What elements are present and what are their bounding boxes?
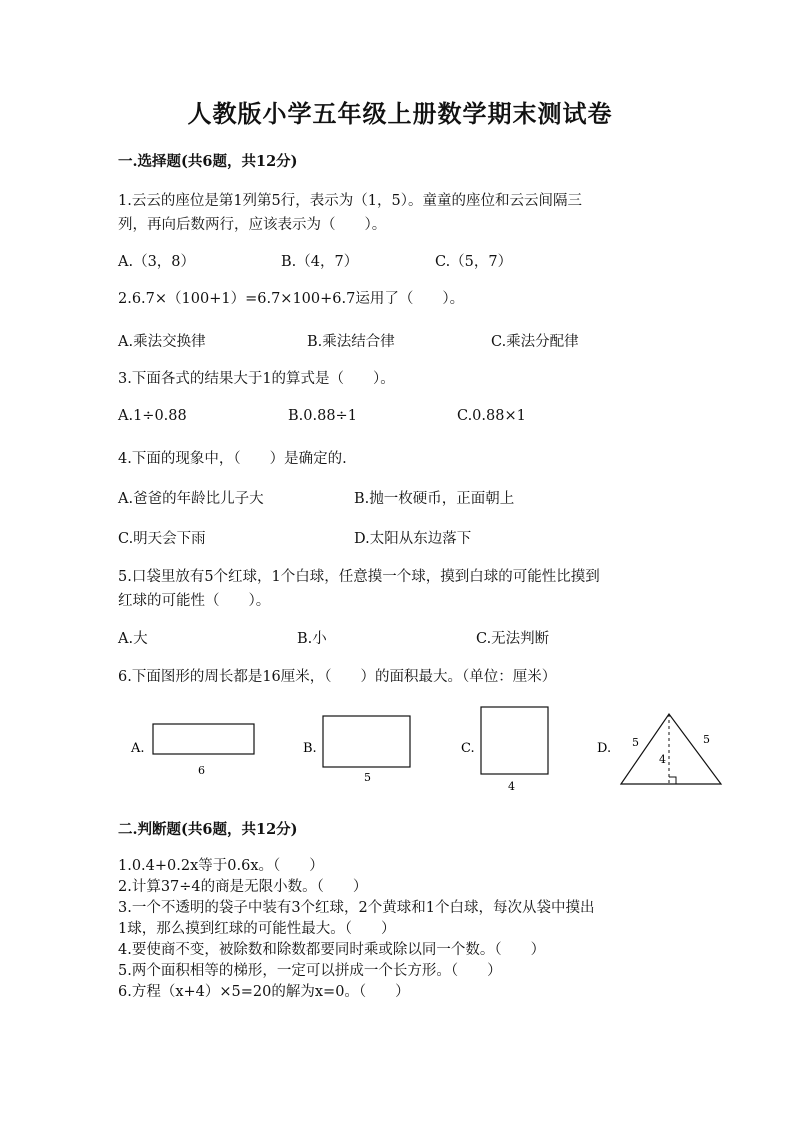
figure-b-label: B.: [303, 741, 317, 756]
figure-c-dimension: 4: [508, 780, 515, 793]
tf-line-4: 1球，那么摸到红球的可能性最大。（ ）: [118, 921, 396, 937]
figure-a-label: A.: [131, 741, 145, 756]
question-3-option-b: B.0.88÷1: [288, 408, 357, 424]
figure-d-height: 4: [659, 753, 666, 766]
question-5-option-b: B.小: [297, 631, 327, 647]
figure-d-label: D.: [597, 741, 612, 756]
question-5-line-2: 红球的可能性（ ）。: [118, 593, 271, 609]
question-4-line-1: 4.下面的现象中，（ ）是确定的.: [118, 451, 347, 467]
question-3-option-c: C.0.88×1: [457, 408, 526, 424]
section-heading-true-false: 二.判断题(共6题，共12分): [118, 821, 298, 838]
tf-line-7: 6.方程（x+4）×5=20的解为x=0。（ ）: [118, 984, 410, 1000]
question-2-option-b: B.乘法结合律: [307, 334, 395, 350]
question-5-option-a: A.大: [118, 631, 148, 647]
question-3-line-1: 3.下面各式的结果大于1的算式是（ ）。: [118, 371, 395, 387]
question-3-option-a: A.1÷0.88: [118, 408, 187, 424]
question-1-option-c: C.（5，7）: [435, 254, 513, 270]
question-2-option-c: C.乘法分配律: [491, 334, 579, 350]
figure-c-label: C.: [461, 741, 475, 756]
figure-b-dimension: 5: [364, 771, 371, 784]
tf-line-2: 2.计算37÷4的商是无限小数。（ ）: [118, 879, 368, 895]
figure-d-left-side: 5: [632, 736, 639, 749]
section-heading-choice: 一.选择题(共6题，共12分): [118, 153, 298, 170]
question-2-line-1: 2.6.7×（100+1）=6.7×100+6.7运用了（ ）。: [118, 291, 465, 307]
question-6-figures: [0, 700, 800, 800]
figure-d-right-side: 5: [703, 733, 710, 746]
figure-a-dimension: 6: [198, 764, 205, 777]
question-4-option-d: D.太阳从东边落下: [354, 531, 472, 547]
figure-c-square: [481, 707, 548, 774]
question-1-option-a: A.（3，8）: [118, 254, 196, 270]
question-5-line-1: 5.口袋里放有5个红球，1个白球，任意摸一个球，摸到白球的可能性比摸到: [118, 569, 600, 585]
tf-line-1: 1.0.4+0.2x等于0.6x。（ ）: [118, 858, 324, 874]
question-4-option-b: B.抛一枚硬币，正面朝上: [354, 491, 515, 507]
question-4-option-c: C.明天会下雨: [118, 531, 206, 547]
tf-line-6: 5.两个面积相等的梯形，一定可以拼成一个长方形。（ ）: [118, 963, 502, 979]
figure-d-right-angle-mark: [669, 777, 676, 784]
page-title: 人教版小学五年级上册数学期末测试卷: [187, 99, 613, 128]
tf-line-3: 3.一个不透明的袋子中装有3个红球，2个黄球和1个白球，每次从袋中摸出: [118, 900, 595, 916]
question-1-line-2: 列，再向后数两行，应该表示为（ ）。: [118, 217, 387, 233]
figure-b-rectangle: [323, 716, 410, 767]
question-2-option-a: A.乘法交换律: [118, 334, 206, 350]
question-1-option-b: B.（4，7）: [281, 254, 359, 270]
question-6-line-1: 6.下面图形的周长都是16厘米，（ ）的面积最大。（单位：厘米）: [118, 669, 557, 685]
question-1-line-1: 1.云云的座位是第1列第5行，表示为（1，5）。童童的座位和云云间隔三: [118, 193, 582, 209]
figure-d-triangle: [621, 714, 721, 784]
figure-a-rectangle: [153, 724, 254, 754]
question-5-option-c: C.无法判断: [476, 631, 550, 647]
tf-line-5: 4.要使商不变，被除数和除数都要同时乘或除以同一个数。（ ）: [118, 942, 546, 958]
question-4-option-a: A.爸爸的年龄比儿子大: [118, 491, 264, 507]
